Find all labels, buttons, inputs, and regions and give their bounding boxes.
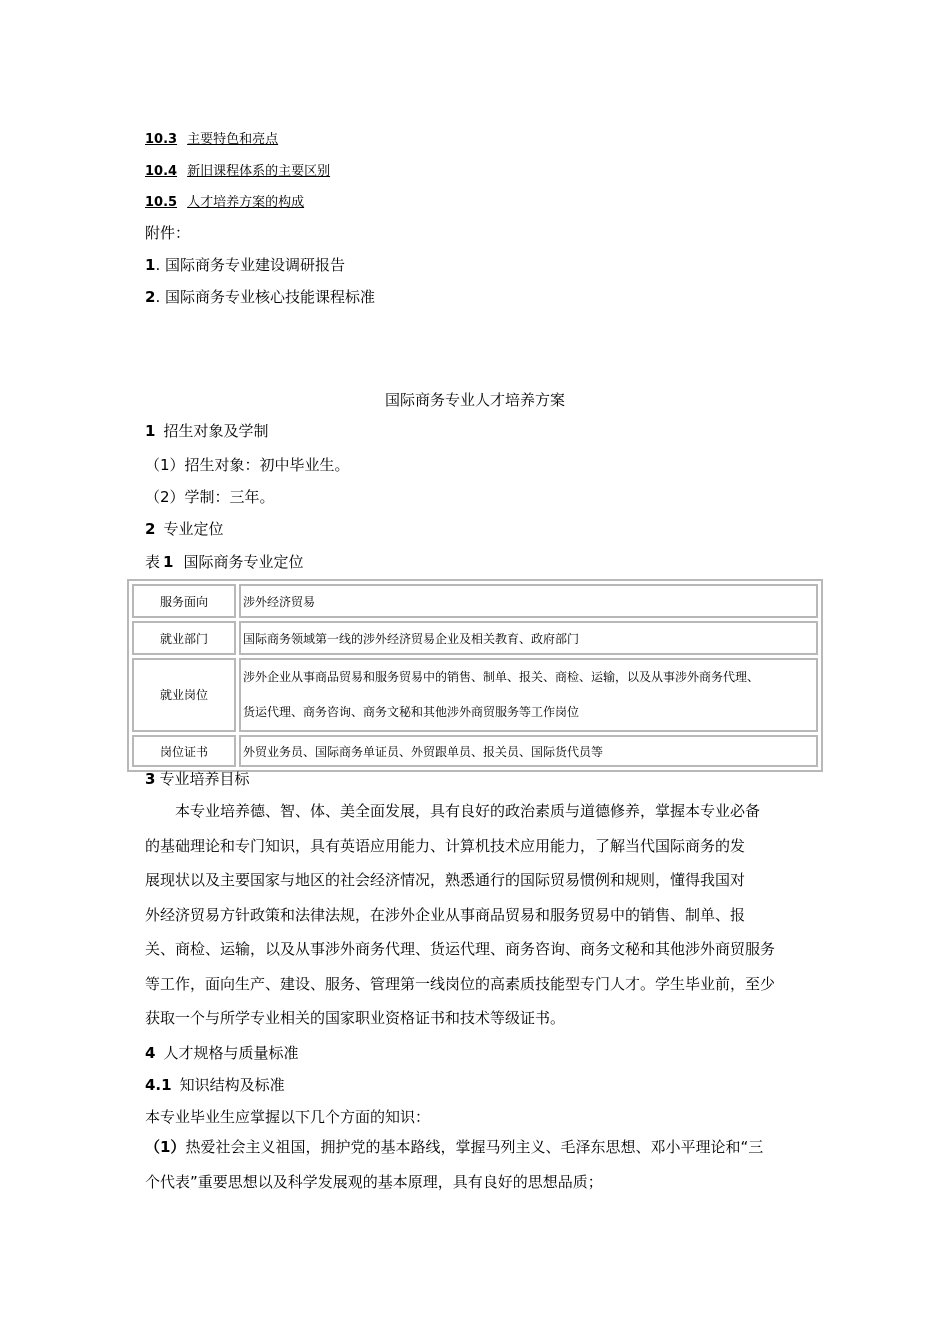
appendix-item [145, 254, 345, 275]
paragraph-line: 展现状以及主要国家与地区的社会经济情况，熟悉通行的国际贸易惯例和规则，懂得我国对 [145, 871, 746, 889]
subsection-title: 知识结构及标准 [179, 1076, 285, 1094]
appendix-label: 附件： [145, 224, 191, 242]
list-text: 招生对象：初中毕业生。 [184, 456, 350, 474]
list-item [145, 1130, 815, 1199]
table-row [132, 621, 818, 655]
section-heading [145, 518, 223, 539]
paragraph-line: 等工作，面向生产、建设、服务、管理第一线岗位的高素质技能型专门人才。学生毕业前，至少 [145, 974, 776, 993]
list-number: （1） [145, 456, 185, 474]
appendix-text: . 国际商务专业核心技能课程标准 [155, 288, 375, 306]
section-title: 专业定位 [163, 520, 224, 538]
paragraph-intro: 本专业毕业生应掌握以下几个方面的知识： [145, 1108, 431, 1126]
toc-item[interactable] [145, 191, 304, 210]
table-key-cell: 就业岗位 [132, 658, 236, 732]
toc-number: 10.5 [145, 195, 178, 210]
section-heading [145, 768, 249, 789]
paragraph-line: 外经济贸易方针政策和法律法规，在涉外企业从事商品贸易和服务贸易中的销售、制单、报 [145, 905, 746, 924]
appendix-item [145, 286, 375, 307]
list-item [145, 454, 350, 475]
table-row [132, 658, 818, 732]
table-caption [145, 551, 303, 572]
section-number: 3 [145, 770, 156, 788]
paragraph-line: 个代表”重要思想以及科学发展观的基本原理，具有良好的思想品质； [145, 1172, 603, 1191]
section-number: 2 [145, 520, 156, 538]
section-heading [145, 420, 268, 441]
subsection-heading [145, 1074, 285, 1095]
section-title: 专业培养目标 [159, 770, 250, 788]
section-paragraph [145, 794, 815, 1036]
document-title: 国际商务专业人才培养方案 [384, 391, 565, 409]
toc-text: 新旧课程体系的主要区别 [187, 164, 331, 179]
table-caption-number: 1 [163, 553, 174, 571]
toc-text: 主要特色和亮点 [187, 132, 279, 147]
paragraph-line: 关、商检、运输，以及从事涉外商务代理、货运代理、商务咨询、商务文秘和其他涉外商贸服务 [145, 940, 776, 958]
table-row [132, 584, 818, 618]
paragraph-line [145, 1130, 815, 1165]
section-number: 4 [145, 1044, 156, 1062]
appendix-number: 2 [145, 288, 156, 306]
section-title: 招生对象及学制 [163, 422, 269, 440]
section-title: 人才规格与质量标准 [163, 1044, 299, 1062]
positioning-table [127, 579, 823, 772]
list-text: 热爱社会主义祖国，拥护党的基本路线，掌握马列主义、毛泽东思想、邓小平理论和“三 [185, 1138, 764, 1156]
paragraph-line: 获取一个与所学专业相关的国家职业资格证书和技术等级证书。 [145, 1009, 566, 1027]
subsection-number: 4.1 [145, 1076, 172, 1094]
toc-item[interactable] [145, 128, 278, 147]
table-value-cell [239, 658, 818, 732]
paragraph-line: 的基础理论和专门知识，具有英语应用能力、计算机技术应用能力，了解当代国际商务的发 [145, 836, 746, 855]
toc-number: 10.3 [145, 132, 178, 147]
toc-number: 10.4 [145, 164, 178, 179]
table-caption-prefix: 表 [145, 553, 161, 571]
table-value-line: 涉外企业从事商品贸易和服务贸易中的销售、制单、报关、商检、运输，以及从事涉外商务代理、 [243, 670, 760, 684]
list-text: 学制：三年。 [184, 488, 275, 506]
list-item [145, 486, 275, 507]
table-value-cell: 国际商务领域第一线的涉外经济贸易企业及相关教育、政府部门 [239, 621, 818, 655]
toc-item[interactable] [145, 160, 330, 179]
table-value-line: 货运代理、商务咨询、商务文秘和其他涉外商贸服务等工作岗位 [243, 705, 580, 719]
appendix-number: 1 [145, 256, 156, 274]
section-heading [145, 1042, 298, 1063]
list-number: （1） [145, 1138, 186, 1156]
table-key-cell: 岗位证书 [132, 735, 236, 767]
table-value-cell: 外贸业务员、国际商务单证员、外贸跟单员、报关员、国际货代员等 [239, 735, 818, 767]
table-key-cell: 就业部门 [132, 621, 236, 655]
appendix-text: . 国际商务专业建设调研报告 [155, 256, 345, 274]
table-key-cell: 服务面向 [132, 584, 236, 618]
toc-text: 人才培养方案的构成 [187, 195, 305, 210]
table-row [132, 735, 818, 767]
section-number: 1 [145, 422, 156, 440]
paragraph-line: 本专业培养德、智、体、美全面发展，具有良好的政治素质与道德修养，掌握本专业必备 [175, 802, 761, 820]
table-caption-text: 国际商务专业定位 [183, 553, 304, 571]
table-value-cell: 涉外经济贸易 [239, 584, 818, 618]
list-number: （2） [145, 488, 185, 506]
